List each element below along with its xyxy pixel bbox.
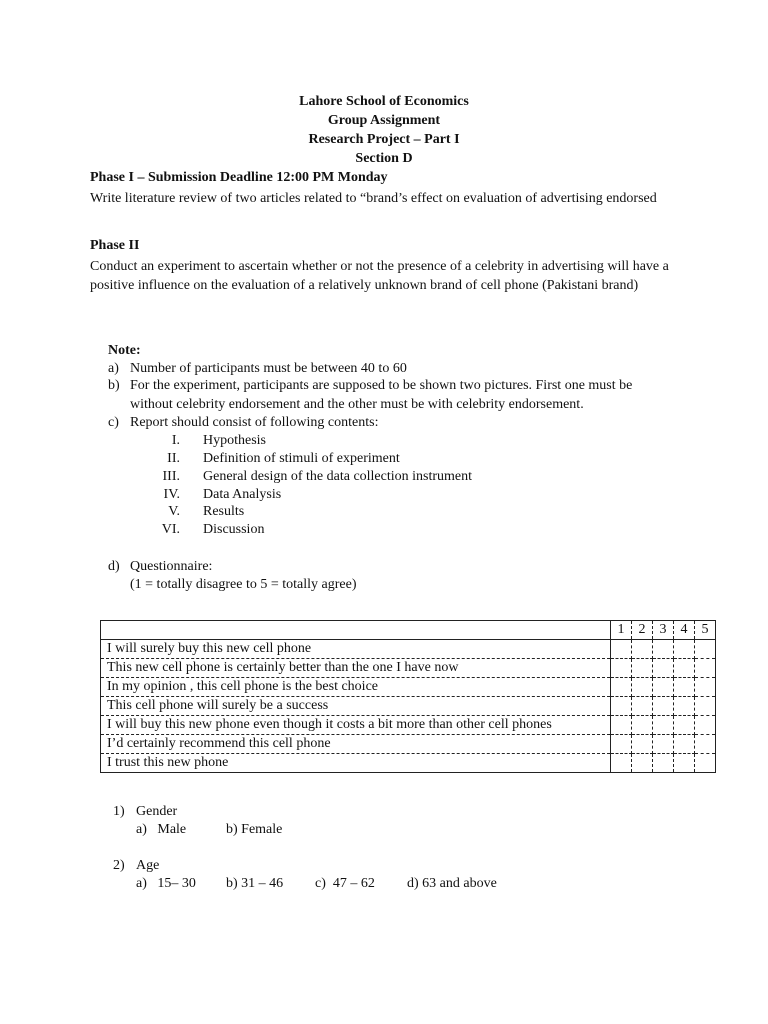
questionnaire-label: Questionnaire:	[130, 559, 213, 574]
contents-num: II.	[167, 451, 180, 466]
rating-cell[interactable]	[674, 716, 695, 735]
school-name: Lahore School of Economics	[299, 94, 469, 109]
rating-cell[interactable]	[674, 735, 695, 754]
table-row	[101, 716, 716, 735]
question-label-gender: Gender	[136, 804, 178, 819]
statement-cell: I trust this new phone	[101, 754, 611, 773]
note-marker-d: d)	[108, 559, 120, 574]
rating-cell[interactable]	[653, 754, 674, 773]
rating-cell[interactable]	[653, 716, 674, 735]
rating-cell[interactable]	[653, 735, 674, 754]
rating-cell[interactable]	[632, 659, 653, 678]
rating-cell[interactable]	[632, 697, 653, 716]
scale-header: 2	[632, 621, 653, 640]
rating-cell[interactable]	[611, 754, 632, 773]
contents-item: General design of the data collection instrument	[203, 469, 473, 484]
note-item-b-line1: For the experiment, participants are supposed to be shown two pictures. First one must be	[130, 378, 633, 393]
option-female[interactable]: b) Female	[226, 822, 283, 837]
note-marker-c: c)	[108, 415, 119, 430]
question-label-age: Age	[136, 858, 160, 873]
statement-cell: I will buy this new phone even though it costs a bit more than other cell phones	[101, 716, 611, 735]
questionnaire-table	[100, 620, 716, 773]
option-age-63-above[interactable]: d) 63 and above	[407, 876, 497, 891]
note-item-a: Number of participants must be between 40 to 60	[130, 361, 407, 376]
table-row	[101, 678, 716, 697]
rating-cell[interactable]	[653, 659, 674, 678]
contents-item: Hypothesis	[203, 433, 266, 448]
contents-item: Discussion	[203, 522, 265, 537]
table-header-row	[101, 621, 716, 640]
header-blank-cell	[101, 621, 611, 640]
scale-header: 3	[653, 621, 674, 640]
table-row	[101, 659, 716, 678]
question-number: 1)	[113, 804, 125, 819]
question-number: 2)	[113, 858, 125, 873]
option-age-47-62[interactable]: c) 47 – 62	[315, 876, 375, 891]
note-item-c: Report should consist of following contents:	[130, 415, 379, 430]
statement-cell: This cell phone will surely be a success	[101, 697, 611, 716]
contents-num: I.	[171, 433, 180, 448]
rating-cell[interactable]	[674, 659, 695, 678]
section-title: Section D	[355, 151, 413, 166]
table-row	[101, 754, 716, 773]
rating-cell[interactable]	[611, 697, 632, 716]
rating-cell[interactable]	[674, 697, 695, 716]
table-row	[101, 735, 716, 754]
rating-cell[interactable]	[695, 697, 716, 716]
phase1-text: Write literature review of two articles related to “brand’s effect on evaluation of advertising endorsed	[90, 191, 657, 206]
scale-header: 5	[695, 621, 716, 640]
rating-cell[interactable]	[611, 716, 632, 735]
questionnaire-scale: (1 = totally disagree to 5 = totally agree)	[130, 577, 357, 592]
statement-cell: In my opinion , this cell phone is the best choice	[101, 678, 611, 697]
statement-cell: I will surely buy this new cell phone	[101, 640, 611, 659]
statement-cell: This new cell phone is certainly better than the one I have now	[101, 659, 611, 678]
rating-cell[interactable]	[695, 754, 716, 773]
scale-header: 4	[674, 621, 695, 640]
phase2-heading: Phase II	[90, 238, 140, 253]
contents-item: Data Analysis	[203, 487, 282, 502]
assignment-title: Group Assignment	[327, 113, 441, 128]
rating-cell[interactable]	[611, 735, 632, 754]
rating-cell[interactable]	[695, 716, 716, 735]
contents-num: VI.	[161, 522, 180, 537]
scale-header: 1	[611, 621, 632, 640]
statement-cell: I’d certainly recommend this cell phone	[101, 735, 611, 754]
phase1-heading: Phase I – Submission Deadline 12:00 PM Monday	[90, 170, 388, 185]
contents-num: IV.	[163, 487, 180, 502]
contents-num: III.	[162, 469, 180, 484]
rating-cell[interactable]	[632, 716, 653, 735]
note-item-b-line2: without celebrity endorsement and the other must be with celebrity endorsement.	[130, 397, 584, 412]
project-title: Research Project – Part I	[308, 132, 460, 147]
rating-cell[interactable]	[632, 678, 653, 697]
table-row	[101, 640, 716, 659]
table-row	[101, 697, 716, 716]
rating-cell[interactable]	[674, 678, 695, 697]
rating-cell[interactable]	[695, 659, 716, 678]
rating-cell[interactable]	[695, 640, 716, 659]
rating-cell[interactable]	[632, 735, 653, 754]
option-age-31-46[interactable]: b) 31 – 46	[226, 876, 284, 891]
contents-num: V.	[168, 504, 180, 519]
rating-cell[interactable]	[611, 659, 632, 678]
option-age-15-30[interactable]: a) 15– 30	[136, 876, 196, 891]
rating-cell[interactable]	[674, 754, 695, 773]
rating-cell[interactable]	[611, 678, 632, 697]
rating-cell[interactable]	[611, 640, 632, 659]
option-male[interactable]: a) Male	[136, 822, 187, 837]
rating-cell[interactable]	[632, 640, 653, 659]
rating-cell[interactable]	[653, 697, 674, 716]
rating-cell[interactable]	[632, 754, 653, 773]
rating-cell[interactable]	[695, 735, 716, 754]
note-title: Note:	[108, 343, 141, 358]
rating-cell[interactable]	[674, 640, 695, 659]
phase2-text: Conduct an experiment to ascertain whether or not the presence of a celebrity in advertising will have a positive influence on the evaluation of a relatively unknown brand of cell phone (Pakistani brand)	[90, 259, 669, 293]
contents-item: Definition of stimuli of experiment	[203, 451, 400, 466]
rating-cell[interactable]	[653, 678, 674, 697]
rating-cell[interactable]	[695, 678, 716, 697]
note-marker-b: b)	[108, 378, 120, 393]
note-marker-a: a)	[108, 361, 119, 376]
contents-item: Results	[203, 504, 245, 519]
rating-cell[interactable]	[653, 640, 674, 659]
